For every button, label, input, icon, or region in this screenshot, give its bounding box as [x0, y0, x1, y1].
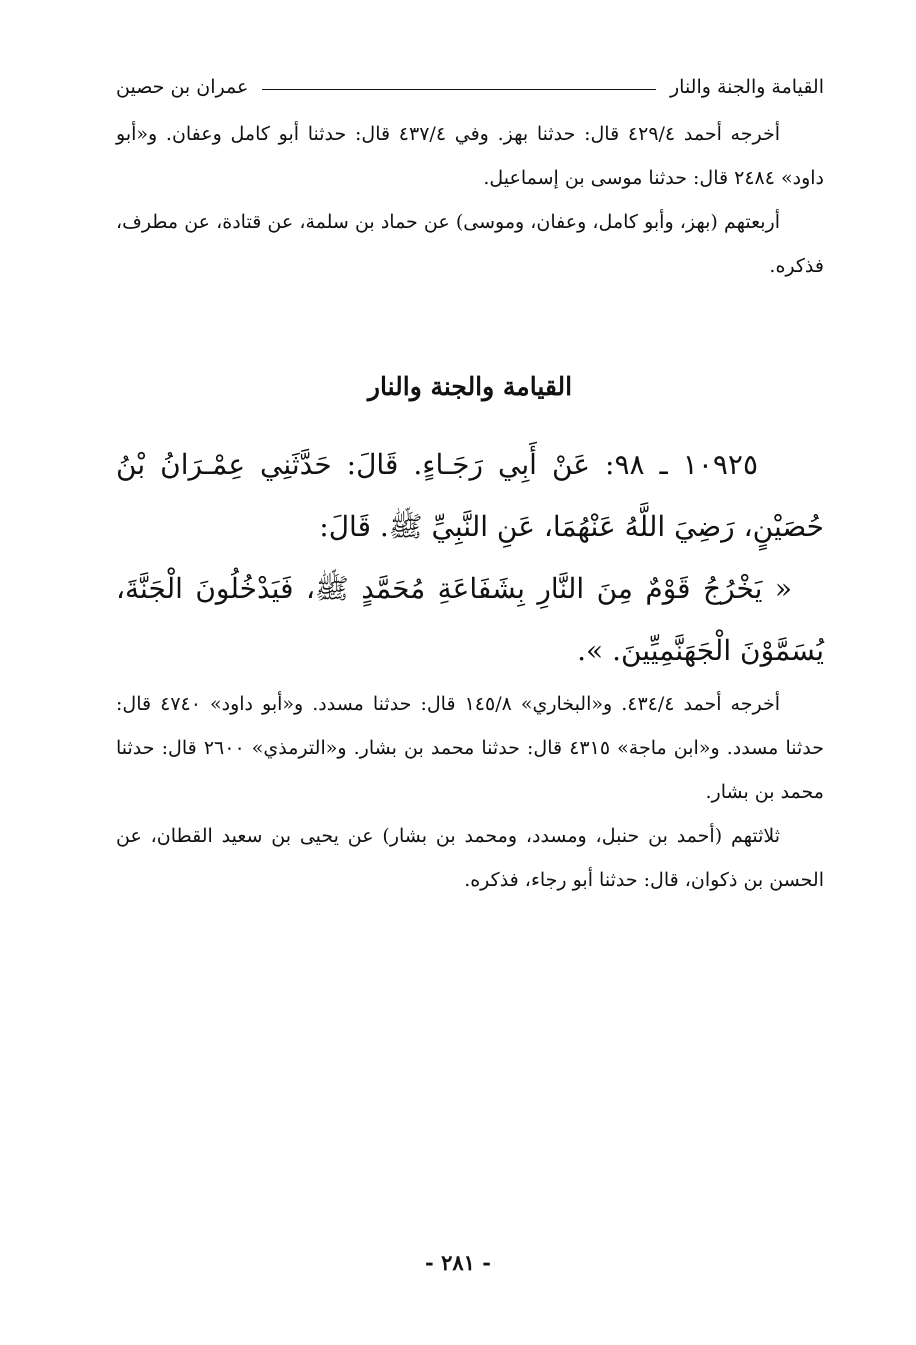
hadith-matn: « يَخْرُجُ قَوْمٌ مِنَ النَّارِ بِشَفَاعَةِ مُحَمَّدٍ ﷺ، فَيَدْخُلُونَ الْجَنَّةَ، يُسَمَّوْنَ الْجَهَنَّمِيِّينَ. ».	[116, 572, 824, 667]
note-paragraph: أربعتهم (بهز، وأبو كامل، وعفان، وموسى) عن حماد بن سلمة، عن قتادة، عن مطرف، فذكره.	[116, 211, 824, 277]
hadith-isnad: ١٠٩٢٥ ـ ٩٨: عَنْ أَبِي رَجَـاءٍ. قَالَ: حَدَّثَنِي عِمْـرَانُ بْنُ حُصَيْنٍ، رَضِيَ اللَّهُ عَنْهُمَا، عَنِ النَّبِيِّ ﷺ. قَالَ:	[116, 448, 824, 543]
note-paragraph: أخرجه أحمد ٤٣٤/٤. و«البخاري» ١٤٥/٨ قال: حدثنا مسدد. و«أبو داود» ٤٧٤٠ قال: حدثنا مسدد. و«ابن ماجة» ٤٣١٥ قال: حدثنا محمد بن بشار. و«الترمذي» ٢٦٠٠ قال: حدثنا محمد بن بشار.	[116, 693, 824, 803]
takhrij-note	[116, 682, 824, 902]
note-paragraph: ثلاثتهم (أحمد بن حنبل، ومسدد، ومحمد بن بشار) عن يحيى بن سعيد القطان، عن الحسن بن ذكوان، قال: حدثنا أبو رجاء، فذكره.	[116, 825, 824, 891]
note-paragraph: أخرجه أحمد ٤٢٩/٤ قال: حدثنا بهز. وفي ٤٣٧/٤ قال: حدثنا أبو كامل وعفان. و«أبو داود» ٢٤٨٤ قال: حدثنا موسى بن إسماعيل.	[116, 123, 824, 189]
chapter-title: القيامة والجنة والنار	[367, 372, 573, 401]
header-rule	[262, 89, 656, 90]
page-number: - ٢٨١ -	[425, 1250, 491, 1275]
previous-takhrij-note	[116, 112, 824, 288]
hadith-text	[116, 434, 824, 682]
header-narrator-name: عمران بن حصين	[116, 76, 249, 98]
header-section-title: القيامة والجنة والنار	[669, 76, 824, 98]
running-header	[116, 72, 824, 102]
